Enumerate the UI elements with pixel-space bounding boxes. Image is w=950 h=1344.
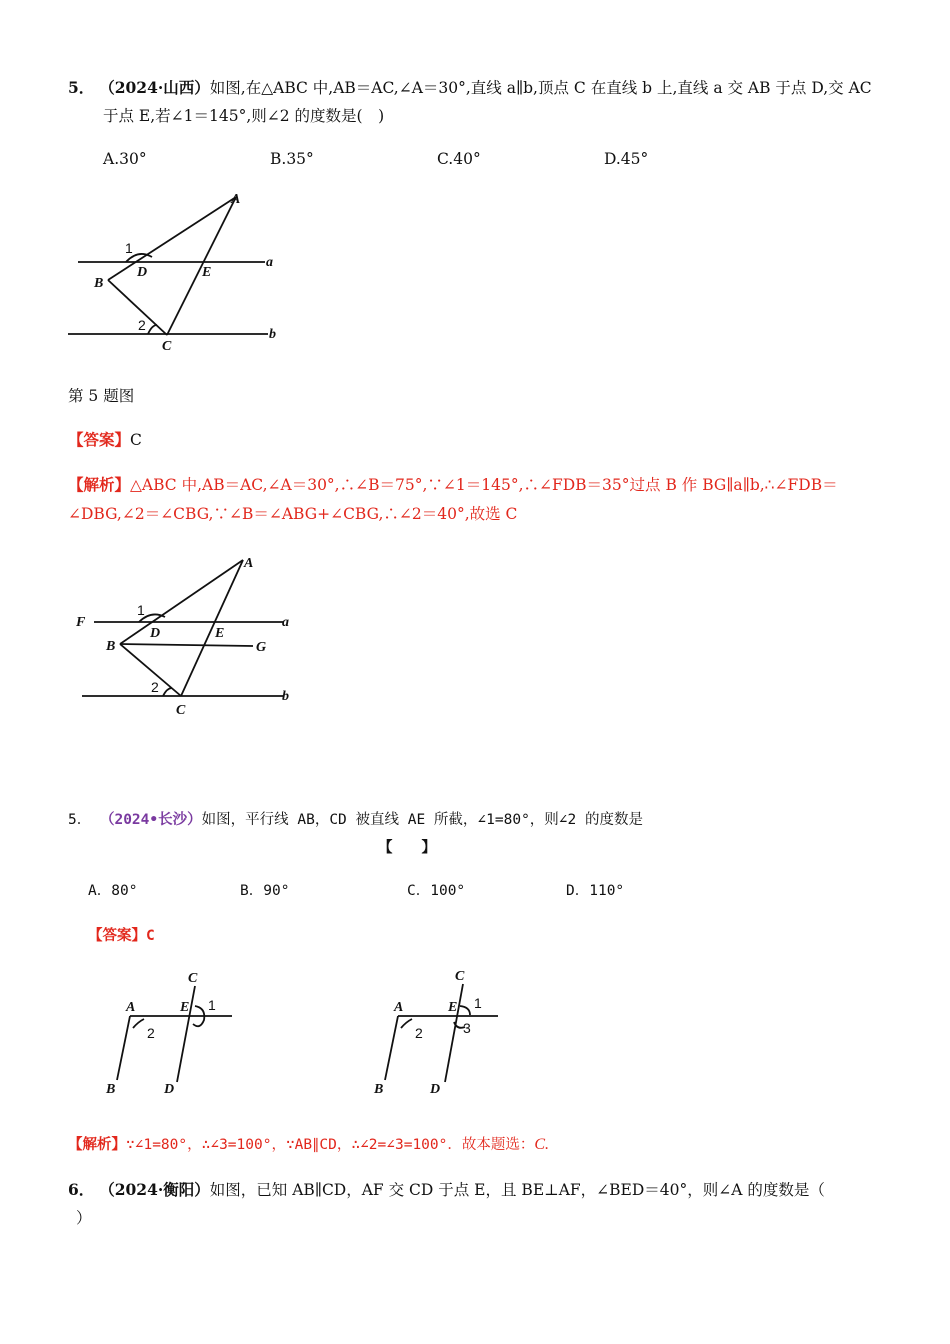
option-c: C．100° xyxy=(407,883,466,899)
label-line-a: a xyxy=(282,615,289,630)
option-a: A.30° xyxy=(103,150,147,168)
label-f-point: F xyxy=(76,615,86,630)
analysis-line xyxy=(68,1133,549,1157)
question-5-changsha xyxy=(68,808,643,832)
label-angle-2: 2 xyxy=(151,679,159,695)
answer-bracket: 【 】 xyxy=(378,840,436,856)
analysis-text: ∵∠1=80°，∴∠3=100°，∵AB∥CD，∴∠2=∠3=100°．故本题选： xyxy=(126,1137,535,1153)
question-source: （2024·衡阳） xyxy=(99,1180,210,1199)
question-stem: 如图，平行线 AB，CD 被直线 AE 所截，∠1=80°，则∠2 的度数是 xyxy=(201,812,643,828)
label-d-point: D xyxy=(150,626,161,641)
question-6-hengyang xyxy=(68,1176,908,1204)
label-angle-3: 3 xyxy=(463,1020,471,1036)
question-stem-line1: 如图,在△ABC 中,AB＝AC,∠A＝30°,直线 a∥b,顶点 C 在直线 b 上,直线 a 交 AB 于点 D,交 AC xyxy=(209,79,872,97)
figure-auxiliary-line xyxy=(68,548,308,720)
label-d-point: D xyxy=(137,265,148,280)
label-c-point: C xyxy=(162,339,172,354)
label-e-point: E xyxy=(202,265,212,280)
question-source: （2024•长沙） xyxy=(99,812,202,828)
label-angle-1: 1 xyxy=(125,240,133,256)
option-b: B.35° xyxy=(270,150,314,168)
answer-line xyxy=(88,924,155,948)
label-a-point: A xyxy=(394,1000,404,1015)
label-angle-1: 1 xyxy=(208,997,216,1013)
option-b: B．90° xyxy=(240,883,290,899)
option-d: D.45° xyxy=(604,150,649,168)
figure-caption: 第 5 题图 xyxy=(68,387,135,405)
label-e-point: E xyxy=(215,626,225,641)
label-angle-1: 1 xyxy=(474,995,482,1011)
label-c-point: C xyxy=(455,969,465,984)
figure-parallel-ab-cd-angle3 xyxy=(368,962,513,1100)
question-stem-line2: 于点 E,若∠1＝145°,则∠2 的度数是( ) xyxy=(103,107,385,125)
label-b-point: B xyxy=(106,639,116,654)
label-angle-2: 2 xyxy=(415,1025,423,1041)
option-a: A．80° xyxy=(88,883,138,899)
analysis-answer: C. xyxy=(534,1136,550,1153)
label-d-point: D xyxy=(430,1082,441,1097)
question-stem-line2: ） xyxy=(76,1209,92,1227)
question-source: （2024·山西） xyxy=(99,78,210,97)
label-c-point: C xyxy=(188,971,198,986)
label-b-point: B xyxy=(374,1082,384,1097)
label-g-point: G xyxy=(256,640,267,655)
label-b-point: B xyxy=(94,276,104,291)
figure-triangle-parallel xyxy=(60,185,290,355)
analysis-tag: 【解析】 xyxy=(68,1137,126,1153)
label-a-point: A xyxy=(231,192,241,207)
label-d-point: D xyxy=(164,1082,175,1097)
question-number: 5． xyxy=(68,812,92,828)
label-a-point: A xyxy=(244,556,254,571)
analysis-text-1: △ABC 中,AB＝AC,∠A＝30°,∴∠B＝75°,∵∠1＝145°,∴∠FDB＝35°过点 B 作 BG∥a∥b,∴∠FDB＝ xyxy=(130,476,838,494)
label-angle-2: 2 xyxy=(147,1025,155,1041)
analysis-tag: 【解析】 xyxy=(68,475,131,494)
label-line-a: a xyxy=(266,255,273,270)
answer-line xyxy=(68,426,142,454)
analysis-line1 xyxy=(68,471,898,499)
label-angle-2: 2 xyxy=(138,317,146,333)
question-5-shanxi xyxy=(68,74,898,102)
option-c: C.40° xyxy=(437,150,481,168)
label-line-b: b xyxy=(282,689,289,704)
label-angle-1: 1 xyxy=(137,602,145,618)
label-e-point: E xyxy=(180,1000,190,1015)
answer-tag: 【答案】 xyxy=(68,430,131,449)
question-number: 5． xyxy=(68,78,95,97)
answer-value: C xyxy=(130,431,142,449)
question-number: 6． xyxy=(68,1180,95,1199)
answer-value: C xyxy=(146,928,155,944)
figure-parallel-ab-cd xyxy=(100,962,245,1100)
label-b-point: B xyxy=(106,1082,116,1097)
analysis-line2: ∠DBG,∠2＝∠CBG,∵∠B＝∠ABG+∠CBG,∴∠2＝40°,故选 C xyxy=(68,505,518,523)
label-a-point: A xyxy=(126,1000,136,1015)
answer-tag: 【答案】 xyxy=(88,928,146,944)
label-e-point: E xyxy=(448,1000,458,1015)
option-d: D．110° xyxy=(566,883,625,899)
label-line-b: b xyxy=(269,327,276,342)
label-c-point: C xyxy=(176,703,186,718)
question-stem-line1: 如图，已知 AB∥CD，AF 交 CD 于点 E，且 BE⊥AF，∠BED＝40°，则∠A 的度数是（ xyxy=(209,1181,825,1199)
